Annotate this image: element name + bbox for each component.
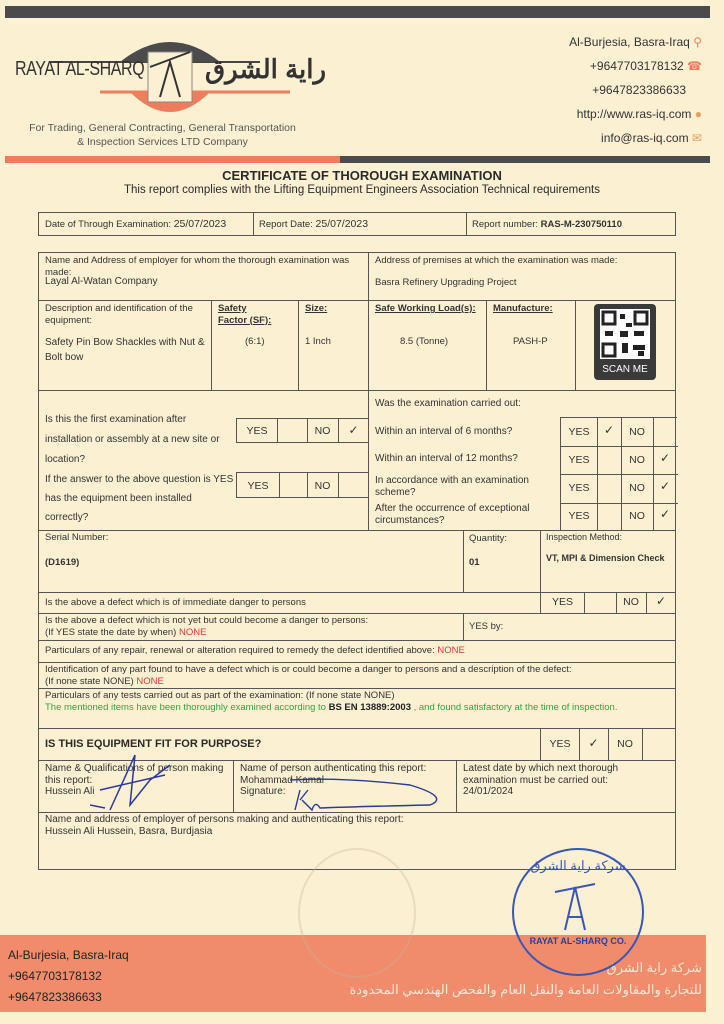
premises-value: Basra Refinery Upgrading Project bbox=[375, 277, 517, 288]
employer-persons: Name and address of employer of persons making and authenticating this report: Hussein Ali Hussein, Basra, Burdjasia bbox=[45, 814, 404, 837]
page-subtitle: This report complies with the Lifting Equipment Engineers Association Technical requirements bbox=[123, 184, 600, 196]
authenticator: Name of person authenticating this report: Mohammad Kamal Signature: bbox=[240, 763, 427, 797]
stamp-derrick-icon bbox=[550, 882, 610, 932]
yes-by: YES by: bbox=[469, 621, 504, 632]
footer-arabic: شركة راية الشرق للتجارة والمقاولات العامة والنقل العام والفحص الهندسي المحدودة bbox=[349, 960, 702, 997]
check-icon: ✓ bbox=[603, 423, 615, 437]
signature-maker bbox=[90, 750, 180, 815]
q-first-exam: Is this the first examination after installation or assembly at a new site or location? bbox=[45, 414, 220, 465]
divider-dark bbox=[340, 156, 710, 163]
swl-label: Safe Working Load(s): bbox=[375, 303, 476, 314]
contact-address: Al-Burjesia, Basra-Iraq ⚲ bbox=[569, 35, 702, 49]
check-icon: ✓ bbox=[659, 507, 671, 521]
contact-list bbox=[569, 30, 702, 150]
check-icon: ✓ bbox=[348, 423, 359, 437]
danger-immediate-answer: YES NO ✓ bbox=[540, 592, 676, 613]
location-icon: ⚲ bbox=[693, 35, 702, 49]
carried-list: Within an interval of 6 months? Within an interval of 12 months? In accordance with an examination scheme? After the occurrence of exceptional circumstances? YES NO ✓ YES NO ✓ YES NO ✓ YES NO ✓ bbox=[368, 417, 676, 530]
quantity-value: 01 bbox=[469, 557, 480, 568]
qr-icon bbox=[600, 309, 650, 359]
sf-value: (6:1) bbox=[245, 336, 265, 347]
description-label: Description and identification of the equipment: bbox=[45, 303, 193, 326]
identification: Identification of any part found to have a defect which is or could become a danger to persons and a description of the defect: (If none state NONE) NONE bbox=[45, 664, 572, 687]
manufacture-label: Manufacture: bbox=[493, 303, 553, 314]
qr-code[interactable]: SCAN ME bbox=[594, 304, 656, 380]
check-icon: ✓ bbox=[655, 594, 667, 608]
report-date: Report Date: 25/07/2023 bbox=[259, 218, 369, 230]
phone-icon: ☎ bbox=[687, 59, 702, 73]
top-bar bbox=[5, 6, 710, 18]
method-value: VT, MPI & Dimension Check bbox=[546, 553, 665, 563]
manufacture-value: PASH-P bbox=[513, 336, 548, 347]
danger-future: Is the above a defect which is not yet but could become a danger to persons: (If YES state the date by when) NONE bbox=[45, 615, 369, 638]
serial-value: (D1619) bbox=[45, 557, 80, 568]
check-icon: ✓ bbox=[659, 451, 671, 465]
contact-website[interactable]: http://www.ras-iq.com ● bbox=[576, 107, 702, 121]
q-installed: If the answer to the above question is YES has the equipment been installed correctly? bbox=[45, 474, 234, 523]
tests: Particulars of any tests carried out as part of the examination: (If none state NONE) The mentioned items have been thoroughly examined according to BS EN 13889:2003 , and found satisfactory at the time of inspection. bbox=[45, 690, 618, 713]
signature-authenticator bbox=[260, 775, 440, 815]
q-first-answer: YES NO ✓ bbox=[236, 418, 369, 443]
sf-label: Safety Factor (SF): bbox=[218, 303, 272, 326]
report-number: Report number: RAS-M-230750110 bbox=[472, 219, 622, 230]
employer-label: Name and Address of employer for whom the thorough examination was made: bbox=[45, 255, 350, 278]
employer-value: Layal Al-Watan Company bbox=[45, 276, 158, 287]
page-title: CERTIFICATE OF THOROUGH EXAMINATION bbox=[222, 168, 502, 183]
company-stamp: شركة راية الشرق RAYAT AL-SHARQ CO. bbox=[512, 848, 644, 976]
dates-box bbox=[38, 212, 676, 236]
size-value: 1 Inch bbox=[305, 336, 331, 347]
footer-contacts: Al-Burjesia, Basra-Iraq +9647703178132 +9647823386633 bbox=[8, 948, 129, 1004]
contact-phone-1: +9647703178132 ☎ bbox=[589, 59, 702, 73]
size-label: Size: bbox=[305, 303, 328, 314]
method-label: Inspection Method: bbox=[546, 532, 623, 542]
globe-icon: ● bbox=[694, 107, 702, 121]
q-installed-answer: YES NO bbox=[236, 472, 369, 498]
premises-label: Address of premises at which the examination was made: bbox=[375, 255, 618, 266]
carried-label: Was the examination carried out: bbox=[375, 398, 521, 409]
fit-answer: YES NO ✓ bbox=[540, 728, 676, 760]
danger-immediate: Is the above a defect which is of immediate danger to persons bbox=[45, 597, 306, 608]
maker: Name & Qualifications of person making this report: Hussein Ali bbox=[45, 763, 224, 797]
next-exam: Latest date by which next thorough examination must be carried out: 24/01/2024 bbox=[463, 763, 619, 797]
description-value: Safety Pin Bow Shackles with Nut & Bolt bow bbox=[45, 337, 205, 363]
contact-email[interactable]: info@ras-iq.com ✉ bbox=[601, 131, 702, 145]
repair: Particulars of any repair, renewal or alteration required to remedy the defect identified above: NONE bbox=[45, 645, 465, 656]
contact-phone-2: +9647823386633 bbox=[592, 83, 686, 97]
company-name-en: RAYAT AL-SHARQ bbox=[15, 58, 145, 80]
divider-orange bbox=[5, 156, 340, 163]
tagline: For Trading, General Contracting, General Transportation & Inspection Services LTD Company bbox=[29, 122, 296, 148]
exam-date: Date of Through Examination: 25/07/2023 bbox=[45, 218, 227, 230]
stamp-text-en: RAYAT AL-SHARQ CO. bbox=[529, 936, 627, 946]
company-name-ar: راية الشرق bbox=[205, 54, 327, 84]
swl-value: 8.5 (Tonne) bbox=[400, 336, 449, 347]
check-icon: ✓ bbox=[659, 479, 671, 493]
mail-icon: ✉ bbox=[691, 131, 702, 145]
check-icon: ✓ bbox=[588, 736, 599, 750]
fit-question: IS THIS EQUIPMENT FIT FOR PURPOSE? bbox=[45, 738, 262, 750]
serial-label: Serial Number: bbox=[45, 532, 109, 543]
quantity-label: Quantity: bbox=[469, 533, 508, 544]
